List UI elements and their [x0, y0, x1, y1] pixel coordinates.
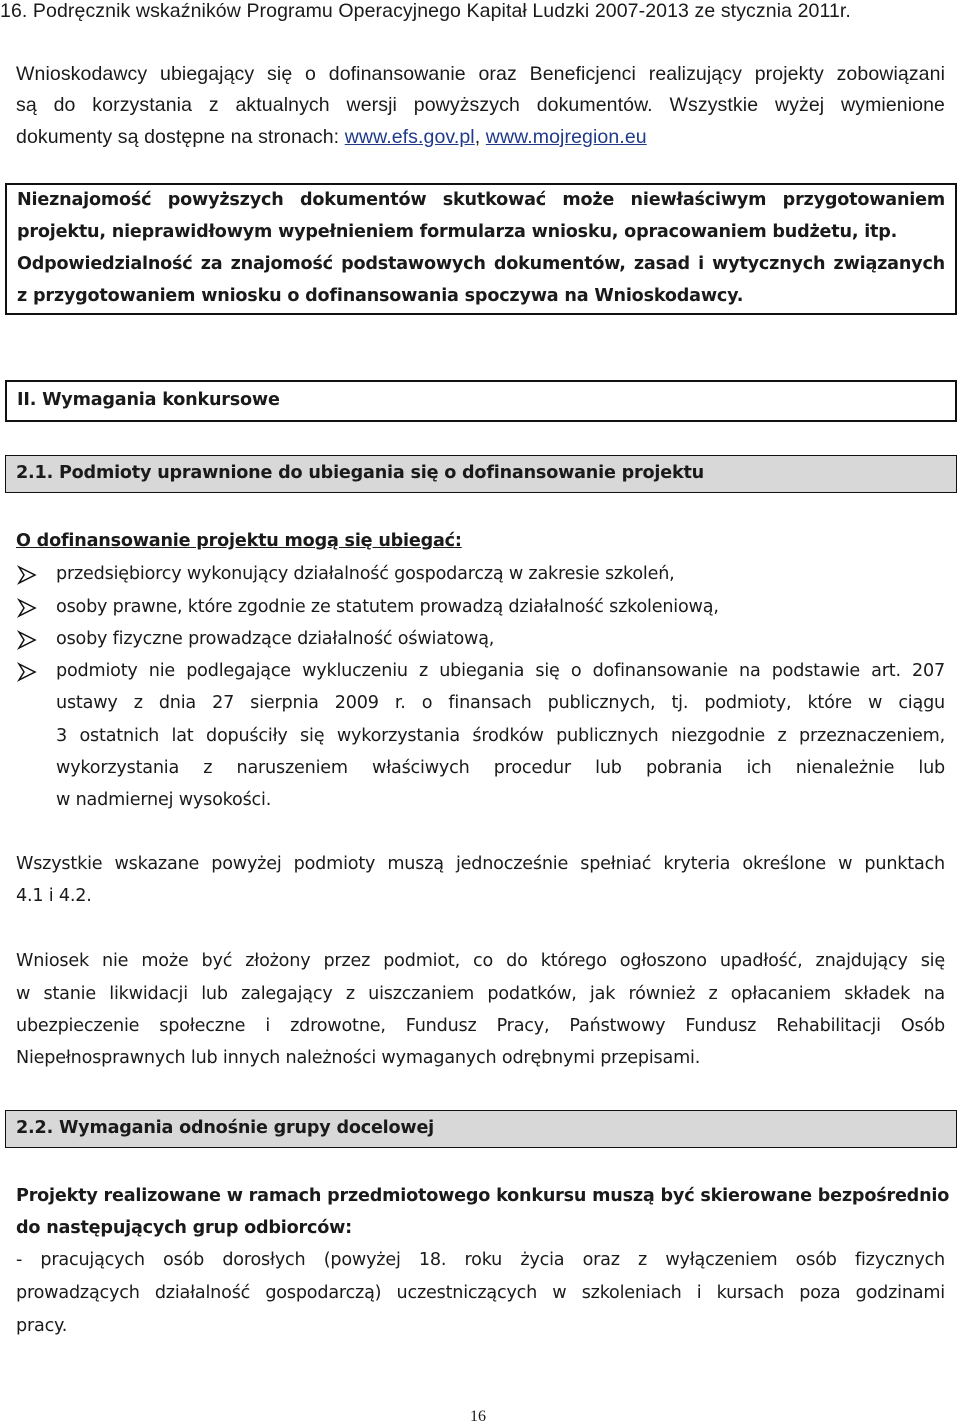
criteria-line-1: Wszystkie wskazane powyżej podmioty muszą jednocześnie spełniać kryteria określone w punktach — [16, 854, 945, 874]
target-group-item-line-2: prowadzących działalność gospodarczą) uczestniczących w szkoleniach i kursach poza godzinami — [16, 1283, 945, 1303]
exclusion-line-4: Niepełnosprawnych lub innych należności wymaganych odrębnymi przepisami. — [16, 1048, 701, 1068]
link-efs[interactable]: www.efs.gov.pl — [344, 126, 475, 148]
arrow-bullet-icon — [16, 564, 38, 586]
arrow-bullet-icon — [16, 597, 38, 619]
eligible-applicants-lead: O dofinansowanie projektu mogą się ubiegać: — [16, 531, 462, 551]
notice-line-2: projektu, nieprawidłowym wypełnieniem formularza wniosku, opracowaniem budżetu, itp. — [17, 222, 898, 242]
bullet-item-4-line-3: 3 ostatnich lat dopuściły się wykorzystania środków publicznych niezgodnie z przeznaczeniem, — [56, 726, 945, 746]
intro-line-3-prefix: dokumenty są dostępne na stronach: — [16, 126, 345, 148]
link-mojregion[interactable]: www.mojregion.eu — [485, 126, 647, 148]
section-2-2-header — [5, 1110, 957, 1148]
section-2-1-title: 2.1. Podmioty uprawnione do ubiegania się o dofinansowanie projektu — [16, 463, 704, 483]
intro-line-1: Wnioskodawcy ubiegający się o dofinansowanie oraz Beneficjenci realizujący projekty zobowiązani — [16, 63, 945, 85]
bullet-item-2: osoby prawne, które zgodnie ze statutem prowadzą działalność szkoleniową, — [56, 597, 719, 617]
notice-line-3: Odpowiedzialność za znajomość podstawowych dokumentów, zasad i wytycznych związanych — [17, 254, 945, 274]
notice-box — [5, 183, 957, 315]
notice-line-4: z przygotowaniem wniosku o dofinansowania spoczywa na Wnioskodawcy. — [17, 286, 744, 306]
section-ii-box — [5, 380, 957, 422]
exclusion-line-3: ubezpieczenie społeczne i zdrowotne, Fundusz Pracy, Państwowy Fundusz Rehabilitacji Osób — [16, 1016, 945, 1036]
document-reference-header: 16. Podręcznik wskaźników Programu Operacyjnego Kapitał Ludzki 2007-2013 ze stycznia 2011r. — [0, 0, 851, 22]
exclusion-line-2: w stanie likwidacji lub zalegający z uiszczaniem podatków, jak również z opłacaniem składek na — [16, 984, 945, 1004]
arrow-bullet-icon — [16, 629, 38, 651]
link-separator: , — [474, 126, 486, 148]
target-group-lead-line-2: do następujących grup odbiorców: — [16, 1218, 353, 1238]
bullet-item-4-line-5: w nadmiernej wysokości. — [56, 790, 272, 810]
intro-line-2: są do korzystania z aktualnych wersji powyższych dokumentów. Wszystkie wyżej wymienione — [16, 94, 945, 116]
bullet-item-3: osoby fizyczne prowadzące działalność oświatową, — [56, 629, 495, 649]
target-group-item-line-3: pracy. — [16, 1316, 68, 1336]
page-number: 16 — [470, 1408, 486, 1425]
exclusion-line-1: Wniosek nie może być złożony przez podmiot, co do którego ogłoszono upadłość, znajdujący się — [16, 951, 945, 971]
section-ii-title: II. Wymagania konkursowe — [17, 390, 280, 410]
section-2-2-title: 2.2. Wymagania odnośnie grupy docelowej — [16, 1118, 435, 1138]
target-group-lead-line-1: Projekty realizowane w ramach przedmiotowego konkursu muszą być skierowane bezpośrednio — [16, 1186, 950, 1206]
notice-line-1: Nieznajomość powyższych dokumentów skutkować może niewłaściwym przygotowaniem — [17, 190, 945, 210]
intro-line-3 — [16, 126, 647, 149]
section-2-1-header — [5, 455, 957, 493]
bullet-item-4-line-1: podmioty nie podlegające wykluczeniu z ubiegania się o dofinansowanie na podstawie art. 207 — [56, 661, 945, 681]
bullet-item-1: przedsiębiorcy wykonujący działalność gospodarczą w zakresie szkoleń, — [56, 564, 675, 584]
target-group-item-line-1: - pracujących osób dorosłych (powyżej 18. roku życia oraz z wyłączeniem osób fizycznych — [16, 1250, 945, 1270]
criteria-line-2: 4.1 i 4.2. — [16, 886, 92, 906]
bullet-item-4-line-2: ustawy z dnia 27 sierpnia 2009 r. o finansach publicznych, tj. podmioty, które w ciągu — [56, 693, 945, 713]
bullet-item-4-line-4: wykorzystania z naruszeniem właściwych procedur lub pobrania ich nienależnie lub — [56, 758, 945, 778]
arrow-bullet-icon — [16, 661, 38, 683]
